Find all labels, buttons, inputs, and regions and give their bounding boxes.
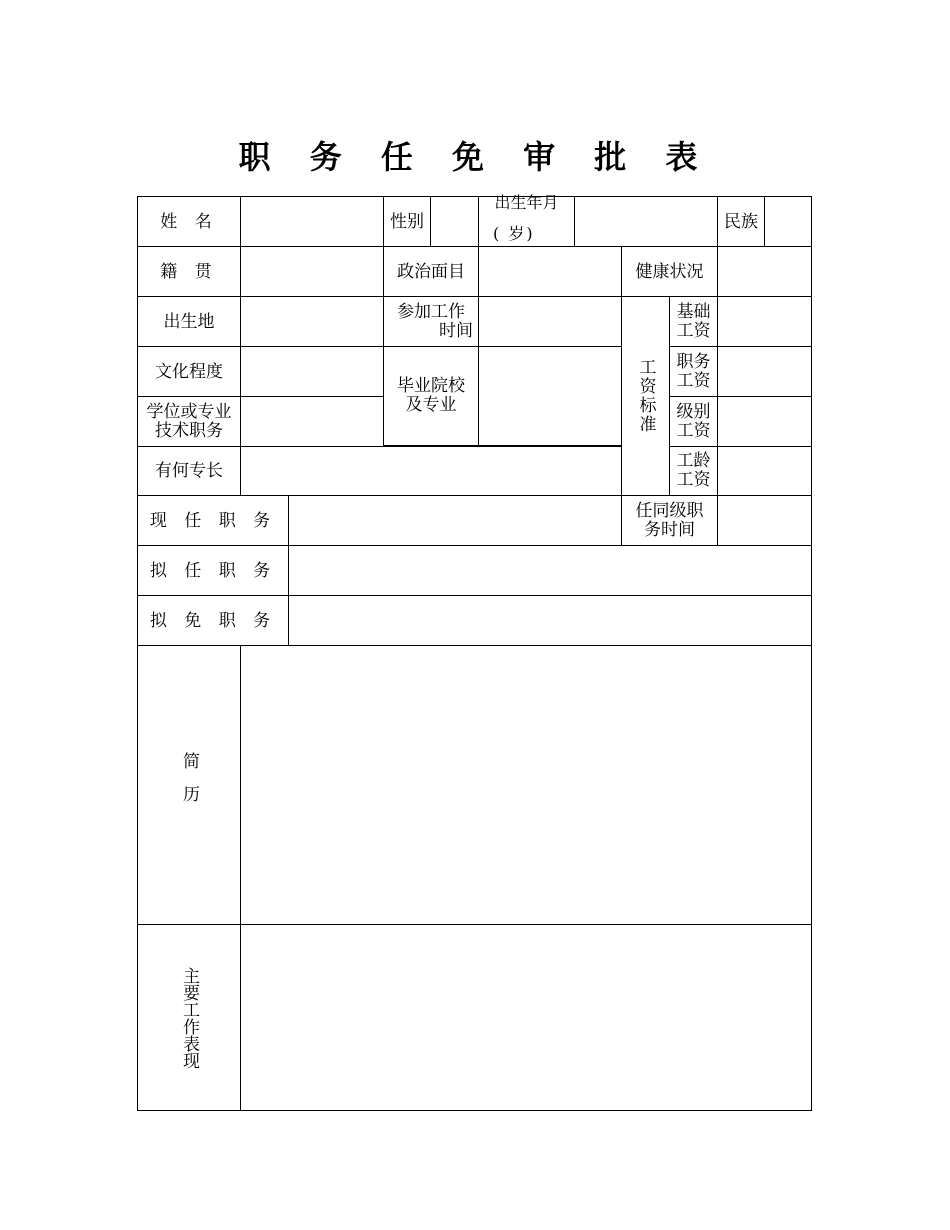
value-native-place[interactable] xyxy=(240,246,384,297)
value-health[interactable] xyxy=(717,246,812,297)
label-resume-text: 简历 xyxy=(179,752,199,818)
label-seniority-salary-line2: 工资 xyxy=(676,470,711,490)
value-specialty[interactable] xyxy=(240,446,622,496)
value-school-major[interactable] xyxy=(478,346,622,446)
label-base-salary-line2: 工资 xyxy=(676,320,711,341)
label-grade-salary-line1: 级别 xyxy=(676,401,711,422)
form-title: 职 务 任 免 审 批 表 xyxy=(238,138,712,176)
label-seniority-salary xyxy=(669,446,718,496)
label-proposed-post: 拟 任 职 务 xyxy=(137,545,289,596)
value-ethnicity[interactable] xyxy=(764,196,812,247)
label-grade-salary-line2: 工资 xyxy=(676,420,711,441)
label-native-place: 籍 贯 xyxy=(137,246,241,297)
label-proposed-removal: 拟 免 职 务 xyxy=(137,595,289,646)
value-same-level-time[interactable] xyxy=(717,495,812,546)
value-birthplace[interactable] xyxy=(240,296,384,347)
value-degree-title[interactable] xyxy=(240,396,384,447)
value-education[interactable] xyxy=(240,346,384,397)
label-base-salary-line1: 基础 xyxy=(676,301,711,322)
label-degree-title-line1: 学位或专业 xyxy=(146,401,232,422)
label-name: 姓 名 xyxy=(137,196,241,247)
label-work-start-line2: 时间 xyxy=(439,320,473,341)
value-gender[interactable] xyxy=(430,196,479,247)
value-base-salary[interactable] xyxy=(717,296,812,347)
value-name[interactable] xyxy=(240,196,384,247)
label-current-post: 现 任 职 务 xyxy=(137,495,289,546)
label-salary-standard xyxy=(621,296,670,496)
value-birth-date[interactable] xyxy=(574,196,718,247)
label-gender: 性别 xyxy=(383,196,431,247)
label-health: 健康状况 xyxy=(621,246,718,297)
label-education: 文化程度 xyxy=(137,346,241,397)
label-post-salary xyxy=(669,346,718,397)
value-proposed-post[interactable] xyxy=(288,545,812,596)
label-school-major xyxy=(383,346,479,446)
label-specialty: 有何专长 xyxy=(137,446,241,496)
label-political-status: 政治面目 xyxy=(383,246,479,297)
label-school-major-line1: 毕业院校 xyxy=(397,376,465,396)
value-resume[interactable] xyxy=(240,645,812,925)
label-post-salary-line1: 职务 xyxy=(676,351,711,372)
value-political-status[interactable] xyxy=(478,246,622,297)
value-proposed-removal[interactable] xyxy=(288,595,812,646)
label-birth-date-age: ( 岁) xyxy=(493,224,535,243)
label-birthplace: 出生地 xyxy=(137,296,241,347)
value-performance[interactable] xyxy=(240,924,812,1111)
label-ethnicity: 民族 xyxy=(717,196,765,247)
label-degree-title xyxy=(137,396,241,447)
value-post-salary[interactable] xyxy=(717,346,812,397)
label-birth-date xyxy=(478,193,575,247)
label-seniority-salary-line1: 工龄 xyxy=(676,451,711,471)
label-same-level-time-line2: 务时间 xyxy=(644,519,695,540)
label-same-level-time xyxy=(621,495,718,546)
label-performance xyxy=(137,924,241,1111)
label-birth-date-line1: 出生年月 xyxy=(494,193,559,212)
value-work-start[interactable] xyxy=(478,296,622,347)
value-grade-salary[interactable] xyxy=(717,396,812,447)
label-work-start xyxy=(383,296,479,347)
label-same-level-time-line1: 任同级职 xyxy=(635,500,704,521)
value-current-post[interactable] xyxy=(288,495,622,546)
label-salary-standard-text: 工资标准 xyxy=(635,358,656,434)
label-work-start-line1: 参加工作 xyxy=(397,301,465,322)
label-degree-title-line2: 技术职务 xyxy=(155,420,223,441)
label-grade-salary xyxy=(669,396,718,447)
label-post-salary-line2: 工资 xyxy=(676,370,711,391)
value-seniority-salary[interactable] xyxy=(717,446,812,496)
label-performance-text: 主要工作表现 xyxy=(179,966,199,1069)
label-resume xyxy=(137,645,241,925)
label-base-salary xyxy=(669,296,718,347)
label-school-major-line2: 及专业 xyxy=(405,395,457,415)
